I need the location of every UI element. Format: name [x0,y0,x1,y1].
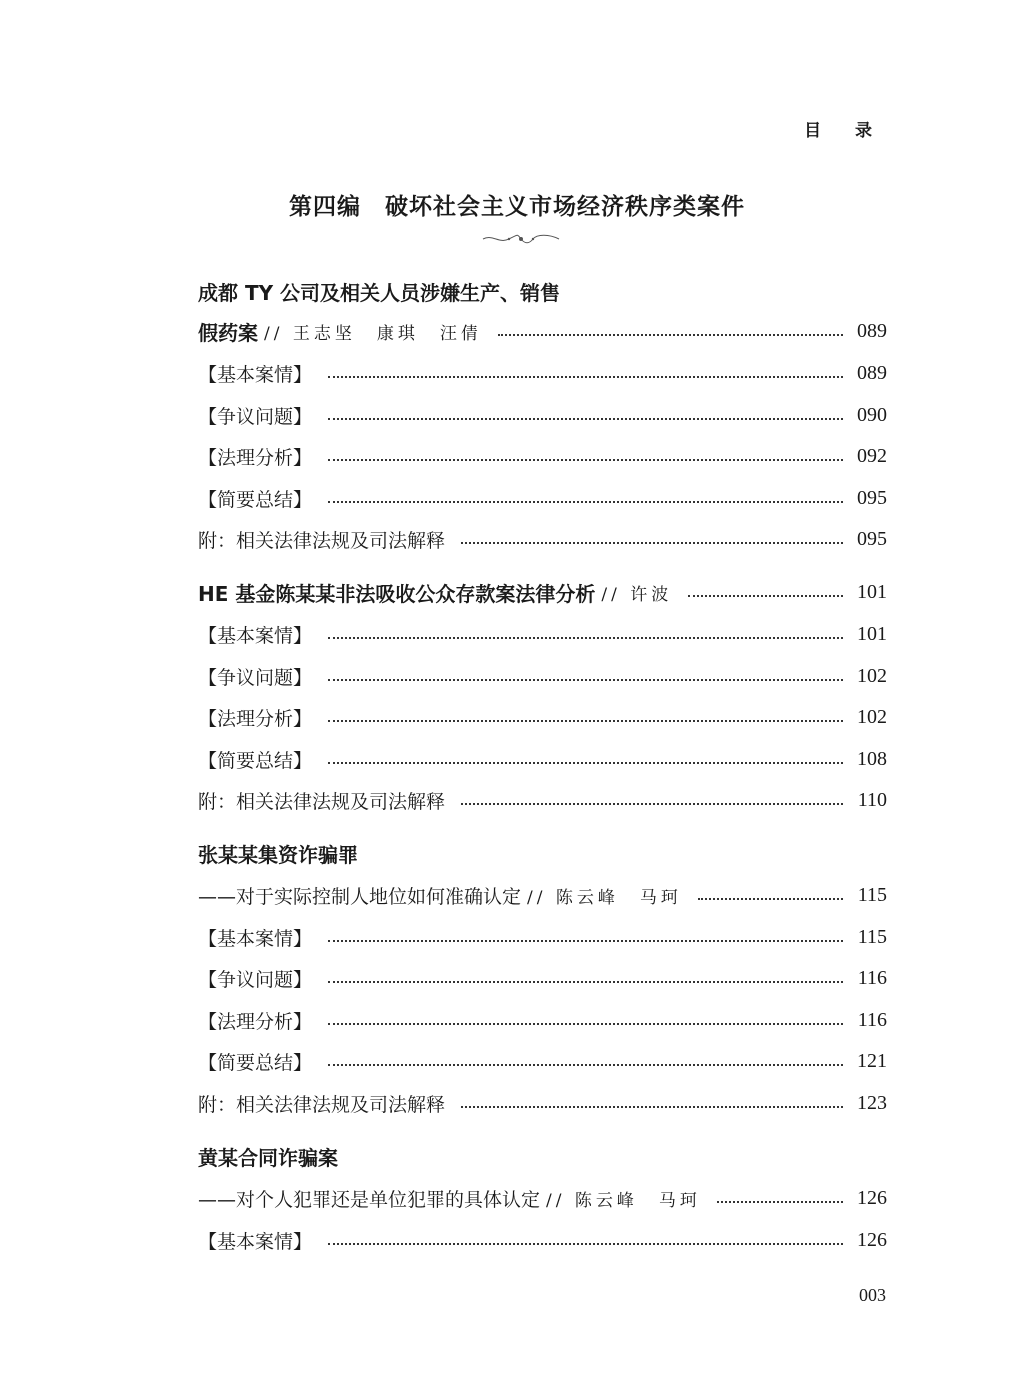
dot-leader [717,1201,843,1203]
entry-page-number: 089 [857,319,887,342]
dot-leader [328,501,843,503]
toc-section-title [198,838,887,868]
toc-entry[interactable] [198,1046,887,1076]
entry-page-number: 090 [857,403,887,426]
running-header: 目 录 [804,121,886,141]
entry-page-number: 095 [857,486,887,509]
toc-entry[interactable] [198,702,887,732]
entry-label: 【法理分析】 [198,446,313,469]
dot-leader [328,720,843,722]
entry-author: // 陈云峰 马珂 [546,1190,701,1211]
toc-entry[interactable] [198,400,887,430]
entry-label: 【基本案情】 [198,363,313,386]
page-number: 003 [859,1285,886,1305]
entry-author: // 王志坚 康琪 汪倩 [264,323,482,344]
toc-entry-lead[interactable] [198,577,887,607]
toc-section-title [198,1141,887,1171]
entry-label: 【基本案情】 [198,927,313,950]
toc-entry[interactable] [198,661,887,691]
entry-label: 【简要总结】 [198,749,313,772]
dot-leader [328,1023,843,1025]
ornament-icon [481,232,561,246]
toc-entry[interactable] [198,619,887,649]
toc-section-title [198,276,887,306]
entry-page-number: 092 [857,444,887,467]
entry-author: // 陈云峰 马珂 [527,887,682,908]
section-title-text: 成都 TY 公司及相关人员涉嫌生产、销售 [198,280,561,305]
dot-leader [328,679,843,681]
entry-page-number: 121 [857,1049,887,1072]
entry-label: 【争议问题】 [198,968,313,991]
entry-page-number: 095 [857,527,887,550]
toc-entry[interactable] [198,524,887,554]
toc-entry[interactable] [198,922,887,952]
toc-entry[interactable] [198,785,887,815]
toc-entry[interactable] [198,441,887,471]
toc-entry[interactable] [198,1005,887,1035]
entry-author: // 许波 [601,584,673,605]
part-title: 第四编 破坏社会主义市场经济秩序类案件 [289,193,745,220]
toc-entry[interactable] [198,963,887,993]
entry-page-number: 101 [857,622,887,645]
entry-page-number: 126 [857,1186,887,1209]
toc-entry[interactable] [198,358,887,388]
entry-page-number: 110 [857,788,887,811]
entry-page-number: 116 [857,966,887,989]
dot-leader [498,334,843,336]
entry-page-number: 126 [857,1228,887,1251]
dot-leader [461,1106,843,1108]
entry-page-number: 102 [857,705,887,728]
section-title-text: 黄某合同诈骗案 [198,1145,338,1170]
entry-page-number: 102 [857,664,887,687]
entry-page-number: 089 [857,361,887,384]
entry-page-number: 115 [857,925,887,948]
dot-leader [698,898,843,900]
toc-entry[interactable] [198,1088,887,1118]
dot-leader [328,418,843,420]
dot-leader [328,376,843,378]
entry-label: 【简要总结】 [198,488,313,511]
entry-title: HE 基金陈某某非法吸收公众存款案法律分析 [198,581,596,606]
entry-page-number: 101 [857,580,887,603]
entry-label: 【简要总结】 [198,1051,313,1074]
dot-leader [328,940,843,942]
dot-leader [328,1243,843,1245]
toc-entry[interactable] [198,483,887,513]
entry-label: 附：相关法律法规及司法解释 [198,529,446,552]
dot-leader [328,637,843,639]
entry-title: ——对个人犯罪还是单位犯罪的具体认定 [198,1188,541,1211]
toc-entry-lead[interactable] [198,316,887,346]
dot-leader [328,762,843,764]
toc-entry[interactable] [198,744,887,774]
toc-entry-lead[interactable] [198,880,887,910]
entry-label: 【法理分析】 [198,1010,313,1033]
dot-leader [688,595,843,597]
entry-label: 【基本案情】 [198,624,313,647]
dot-leader [461,803,843,805]
toc-entry[interactable] [198,1225,887,1255]
entry-page-number: 108 [857,747,887,770]
dot-leader [328,981,843,983]
toc-entry-lead[interactable] [198,1183,887,1213]
entry-label: 【争议问题】 [198,405,313,428]
dot-leader [328,459,843,461]
entry-page-number: 115 [857,883,887,906]
entry-label: 【法理分析】 [198,707,313,730]
entry-label: 【基本案情】 [198,1230,313,1253]
entry-label: 附：相关法律法规及司法解释 [198,790,446,813]
entry-label: 附：相关法律法规及司法解释 [198,1093,446,1116]
dot-leader [461,542,843,544]
entry-title: 假药案 [198,320,258,345]
entry-page-number: 123 [857,1091,887,1114]
entry-label: 【争议问题】 [198,666,313,689]
section-title-text: 张某某集资诈骗罪 [198,842,358,867]
entry-page-number: 116 [857,1008,887,1031]
entry-title: ——对于实际控制人地位如何准确认定 [198,885,522,908]
dot-leader [328,1064,843,1066]
